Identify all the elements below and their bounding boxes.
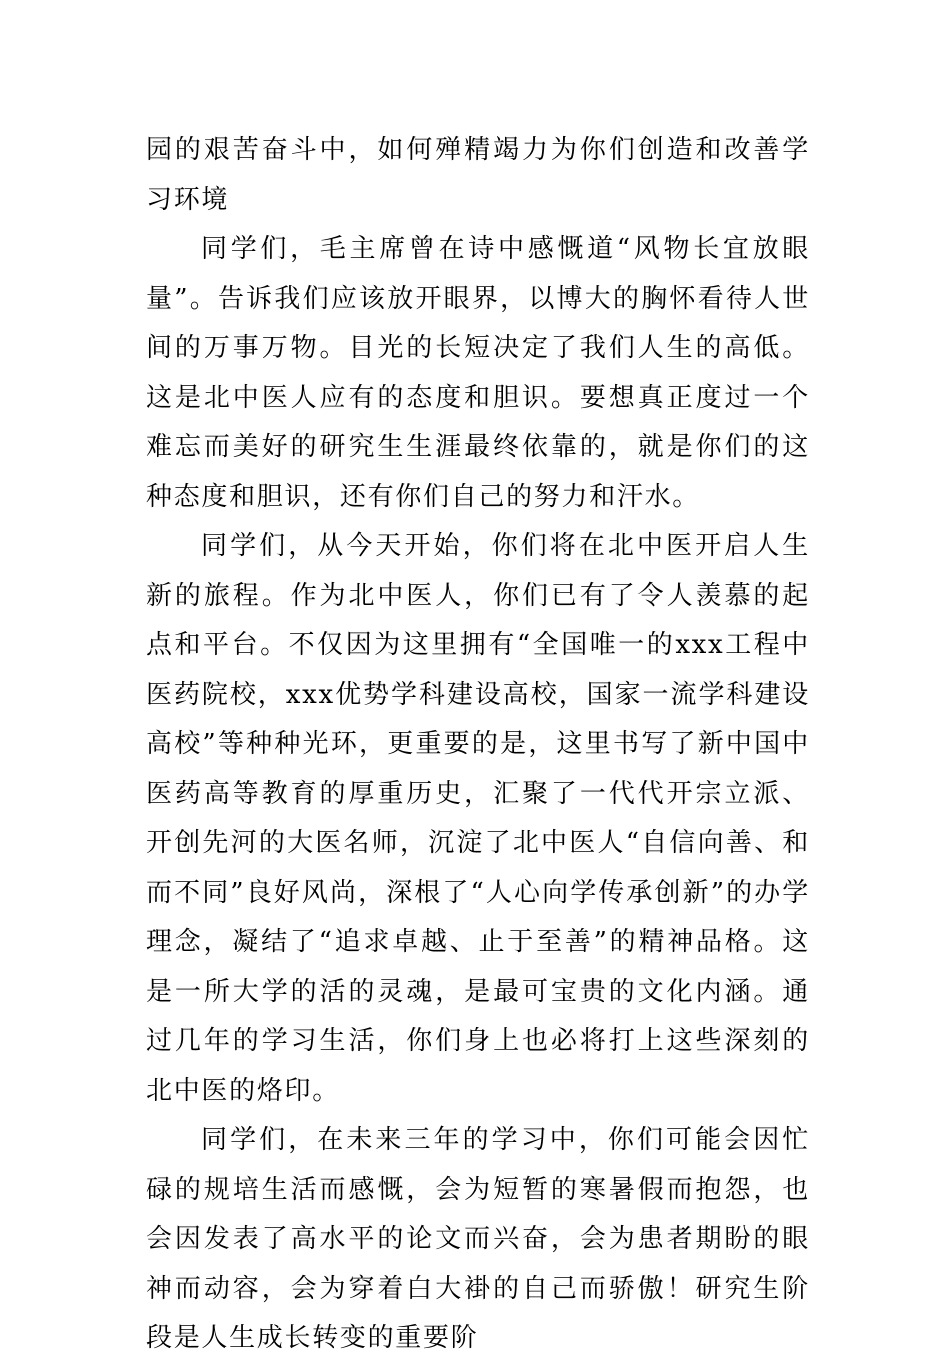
paragraph-3: 同学们，从今天开始，你们将在北中医开启人生新的旅程。作为北中医人，你们已有了令人羡慕的起点和平台。不仅因为这里拥有“全国唯一的xxx工程中医药院校，xxx优势学科建设高校，国家一流学科建设高校”等种种光环，更重要的是，这里书写了新中国中医药高等教育的厚重历史，汇聚了一代代开宗立派、开创先河的大医名师，沉淀了北中医人“自信向善、和而不同”良好风尚，深根了“人心向学传承创新”的办学理念，凝结了“追求卓越、止于至善”的精神品格。这是一所大学的活的灵魂，是最可宝贵的文化内涵。通过几年的学习生活，你们身上也必将打上这些深刻的北中医的烙印。 [146,531,810,1106]
paragraph-1: 园的艰苦奋斗中，如何殚精竭力为你们创造和改善学习环境 [146,135,810,215]
paragraph-2: 同学们，毛主席曾在诗中感慨道“风物长宜放眼量”。告诉我们应该放开眼界，以博大的胸怀看待人世间的万事万物。目光的长短决定了我们人生的高低。这是北中医人应有的态度和胆识。要想真正度过一个难忘而美好的研究生生涯最终依靠的，就是你们的这种态度和胆识，还有你们自己的努力和汗水。 [146,234,810,512]
document-body [146,126,810,1364]
paragraph-4: 同学们，在未来三年的学习中，你们可能会因忙碌的规培生活而感慨，会为短暂的寒暑假而抱怨，也会因发表了高水平的论文而兴奋，会为患者期盼的眼神而动容，会为穿着白大褂的自己而骄傲！研究生阶段是人生成长转变的重要阶 [146,1125,810,1353]
